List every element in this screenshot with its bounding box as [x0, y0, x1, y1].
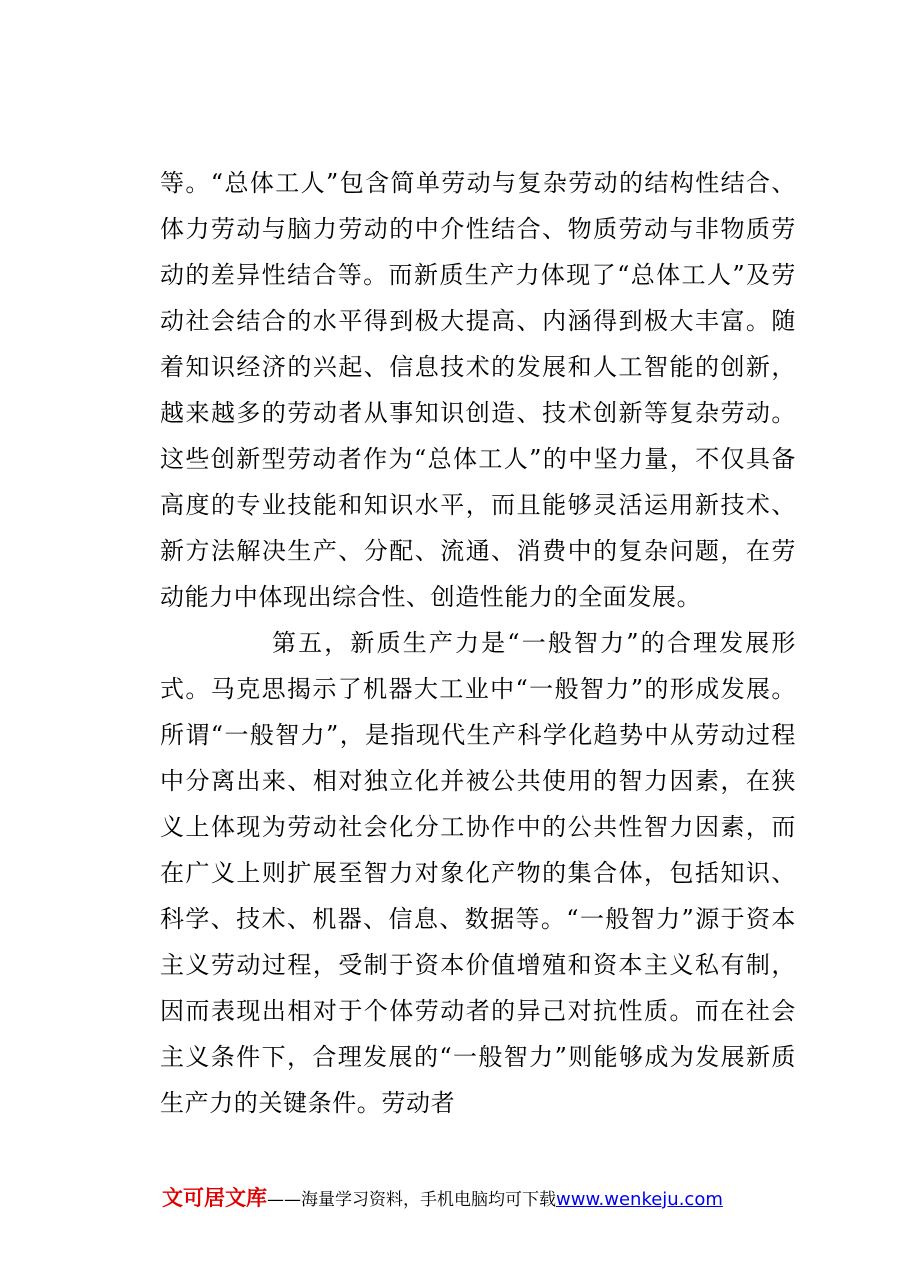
paragraph-2: 第五，新质生产力是“一般智力”的合理发展形式。马克思揭示了机器大工业中“一般智力”的形成发展。所谓“一般智力”，是指现代生产科学化趋势中从劳动过程中分离出来、相对独立化并被公共使用的智力因素，在狭义上体现为劳动社会化分工协作中的公共性智力因素，而在广义上则扩展至智力对象化产物的集合体，包括知识、科学、技术、机器、信息、数据等。“一般智力”源于资本主义劳动过程，受制于资本价值增殖和资本主义私有制，因而表现出相对于个体劳动者的异己对抗性质。而在社会主义条件下，合理发展的“一般智力”则能够成为发展新质生产力的关键条件。劳动者 [160, 629, 796, 1117]
footer-site-link[interactable]: www.wenkeju.com [556, 1189, 723, 1210]
footer-banner [162, 1183, 782, 1213]
paragraph-1: 等。“总体工人”包含简单劳动与复杂劳动的结构性结合、体力劳动与脑力劳动的中介性结合、物质劳动与非物质劳动的差异性结合等。而新质生产力体现了“总体工人”及劳动社会结合的水平得到极大提高、内涵得到极大丰富。随着知识经济的兴起、信息技术的发展和人工智能的创新，越来越多的劳动者从事知识创造、技术创新等复杂劳动。这些创新型劳动者作为“总体工人”的中坚力量，不仅具备高度的专业技能和知识水平，而且能够灵活运用新技术、新方法解决生产、分配、流通、消费中的复杂问题，在劳动能力中体现出综合性、创造性能力的全面发展。 [160, 169, 796, 611]
footer-brand: 文可居文库 [162, 1186, 267, 1210]
body-text [160, 160, 796, 1126]
footer-tagline: ——海量学习资料，手机电脑均可下载 [267, 1190, 556, 1210]
